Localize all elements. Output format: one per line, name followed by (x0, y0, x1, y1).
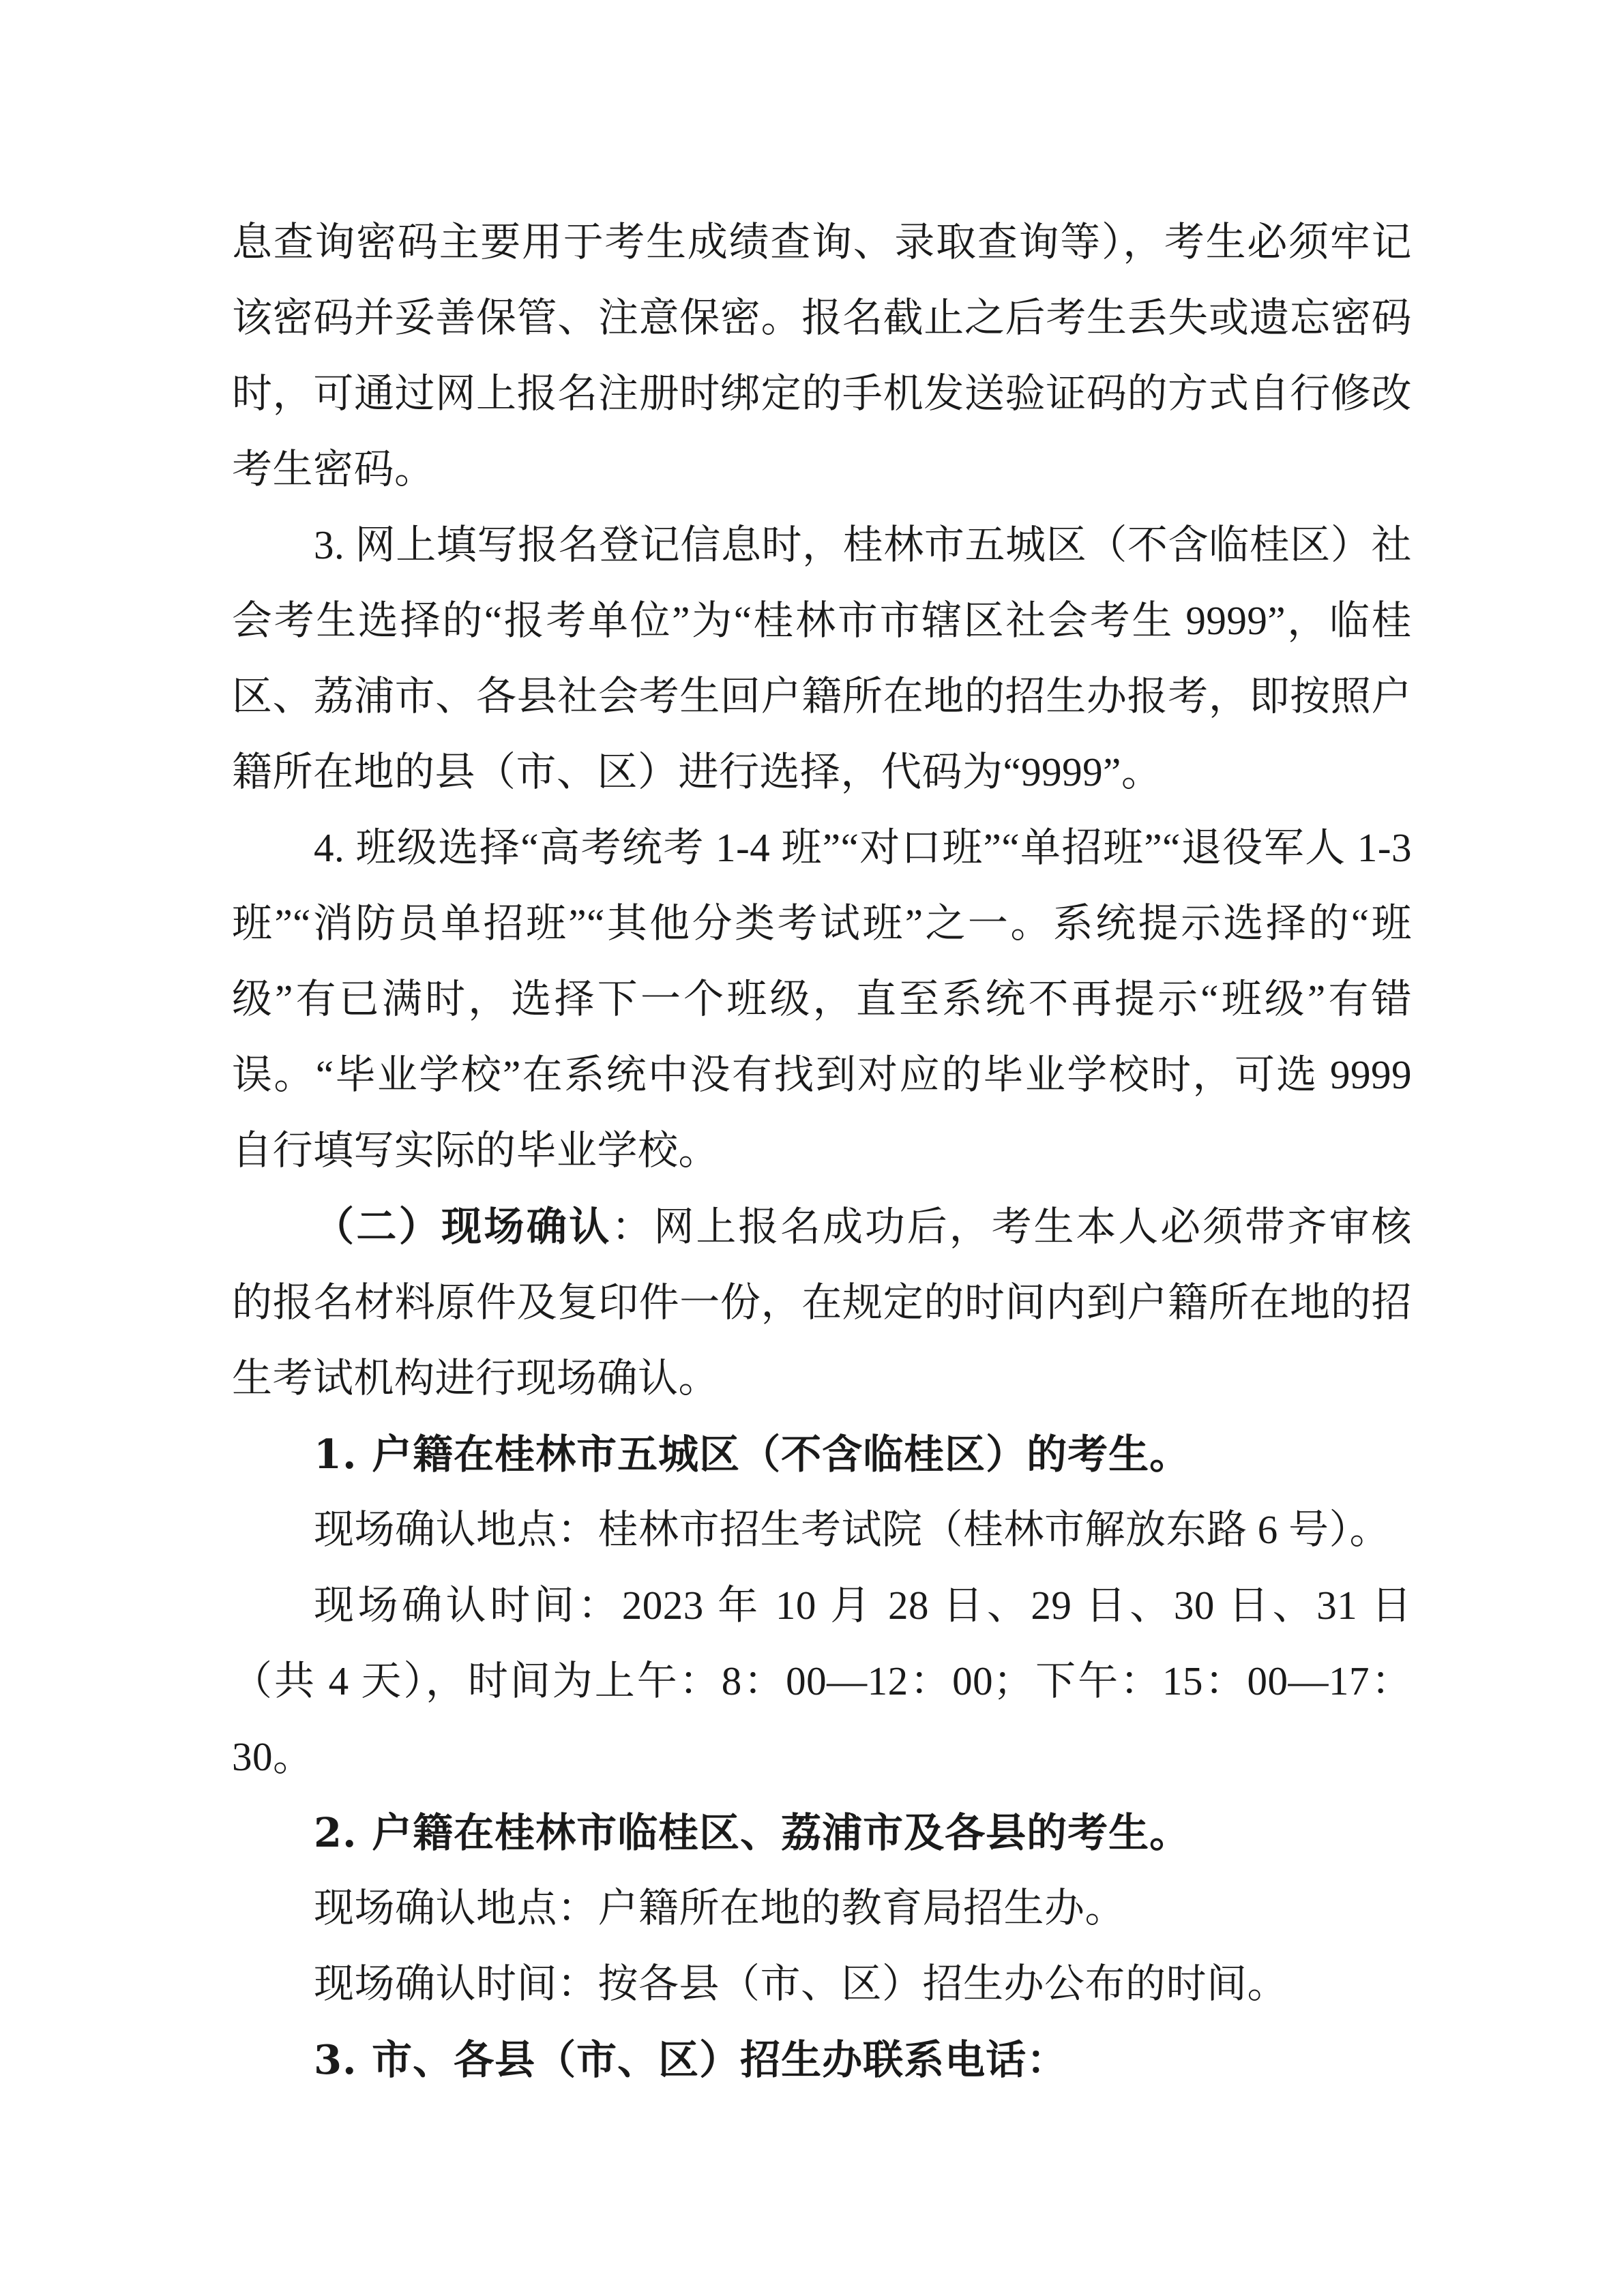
paragraph-sub-1-title: 1. 户籍在桂林市五城区（不含临桂区）的考生。 (314, 1431, 1191, 1478)
paragraph-password-continued: 息查询密码主要用于考生成绩查询、录取查询等），考生必须牢记该密码并妥善保管、注意保密。报名截止之后考生丢失或遗忘密码时，可通过网上报名注册时绑定的手机发送验证码的方式自行修改考生密码。 (232, 220, 1412, 492)
paragraph-item-4: 4. 班级选择“高考统考 1-4 班”“对口班”“单招班”“退役军人 1-3 班”“消防员单招班”“其他分类考试班”之一。系统提示选择的“班级”有已满时，选择下一个班级，直至系统不再提示“班级”有错误。“毕业学校”在系统中没有找到对应的毕业学校时，可选 9999 自行填写实际的毕业学校。 (232, 825, 1412, 1173)
paragraph-sub-2-time: 现场确认时间：按各县（市、区）招生办公布的时间。 (314, 1961, 1288, 2006)
section-2-text: ：网上报名成功后，考生本人必须带齐审核的报名材料原件及复印件一份，在规定的时间内到户籍所在地的招生考试机构进行现场确认。 (232, 1204, 1412, 1401)
paragraph-sub-1-place: 现场确认地点：桂林市招生考试院（桂林市解放东路 6 号）。 (314, 1507, 1391, 1552)
paragraph-sub-3-title: 3. 市、各县（市、区）招生办联系电话： (314, 2036, 1068, 2083)
paragraph-item-3: 3. 网上填写报名登记信息时，桂林市五城区（不含临桂区）社会考生选择的“报考单位”为“桂林市市辖区社会考生 9999”，临桂区、荔浦市、各县社会考生回户籍所在地的招生办报考，即按照户籍所在地的县（市、区）进行选择，代码为“9999”。 (232, 522, 1412, 794)
document-body (232, 205, 1412, 2098)
paragraph-sub-2-place: 现场确认地点：户籍所在地的教育局招生办。 (314, 1885, 1126, 1930)
section-2-heading: （二）现场确认 (314, 1203, 612, 1250)
paragraph-sub-2-title: 2. 户籍在桂林市临桂区、荔浦市及各县的考生。 (314, 1809, 1191, 1856)
paragraph-section-2 (232, 1189, 1412, 1416)
paragraph-sub-1-time: 现场确认时间：2023 年 10 月 28 日、29 日、30 日、31 日（共 4 天），时间为上午：8：00—12：00；下午：15：00—17：30。 (232, 1583, 1412, 1779)
